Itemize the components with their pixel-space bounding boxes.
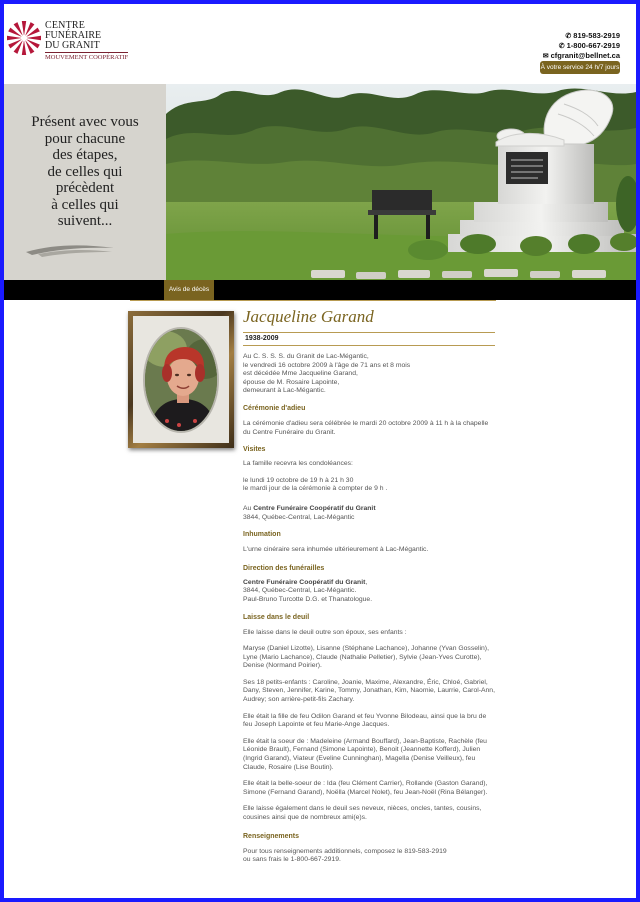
mourning-paragraph-6: Elle était la belle-soeur de : Ida (feu Clément Carrier), Rollande (Gaston Garand), Simone (Fernand Garand), Noëlla (Marcel Nolet), feu Jean-Noël (Rina Bélanger). xyxy=(243,780,488,796)
tagline-panel xyxy=(4,84,166,284)
direction-name-line xyxy=(243,579,495,588)
direction-comma: , xyxy=(365,578,368,586)
sunburst-logo-icon[interactable] xyxy=(6,20,42,56)
intro-paragraph xyxy=(243,353,495,396)
visits-place: Centre Funéraire Coopératif du Granit xyxy=(253,504,376,512)
phone-icon: ✆ xyxy=(565,33,572,40)
mourning-paragraph-4: Elle était la fille de feu Odilon Garand et feu Yvonne Bilodeau, ainsi que la bru de feu Joseph Lapointe et feu Marie-Ange Jacques. xyxy=(243,712,487,729)
portrait-frame xyxy=(128,311,234,448)
tab-avis-de-deces[interactable]: Avis de décès xyxy=(164,280,214,300)
intro-line: Au C. S. S. S. du Granit de Lac-Mégantic, xyxy=(243,353,369,360)
section-divider xyxy=(130,300,496,301)
tagline-line: à celles qui xyxy=(51,196,119,213)
mourning-paragraph-5: Elle était la soeur de : Madeleine (Armand Bouffard), Jean-Baptiste, Rachèle (feu Léonide Brault), Fernand (Simone Lapointe), Benoit (Jeannette Kofferd), Julien (Ingrid Garand), Viateur (Eveline Cunninghan), Magella (Denise Veilleux), feu Claude, Rosaire (Lise Boutin). xyxy=(243,737,487,771)
deceased-portrait xyxy=(143,327,219,433)
mourning-paragraph-1: Elle laisse dans le deuil outre son époux, ses enfants : xyxy=(243,628,407,636)
phone-row-2[interactable] xyxy=(543,41,620,51)
obituary-content xyxy=(243,306,495,865)
visits-address: 3844, Québec-Central, Lac-Mégantic xyxy=(243,513,355,521)
phone-icon: ✆ xyxy=(558,43,565,50)
phone-row-1[interactable] xyxy=(543,31,620,41)
portrait-mat xyxy=(133,316,229,443)
tagline-line: Présent avec vous xyxy=(31,114,139,130)
email-address: cfgranit@bellnet.ca xyxy=(550,51,620,60)
intro-line: le vendredi 16 octobre 2009 à l'âge de 71 ans et 8 mois xyxy=(243,361,411,369)
main-nav xyxy=(4,280,636,300)
visits-text-2: le lundi 19 octobre de 19 h à 21 h 30 xyxy=(243,476,354,484)
logo-wordmark[interactable] xyxy=(45,21,128,62)
direction-director: Paul-Bruno Turcotte D.G. et Thanatologue. xyxy=(243,595,373,603)
email-row[interactable] xyxy=(543,51,620,61)
tagline-line: précèdent xyxy=(55,180,115,196)
logo-line-2: FUNÉRAIRE xyxy=(45,30,102,41)
contact-block xyxy=(543,31,620,61)
info-heading: Renseignements xyxy=(243,832,300,840)
ceremony-heading: Cérémonie d'adieu xyxy=(243,404,306,412)
mourning-paragraph-7: Elle laisse également dans le deuil ses neveux, nièces, oncles, tantes, cousins, cousines ainsi que de nombreux ami(e)s. xyxy=(243,805,482,821)
site-header xyxy=(4,4,636,84)
tagline-text xyxy=(4,114,166,230)
envelope-icon: ✉ xyxy=(542,53,549,60)
visits-location xyxy=(243,505,495,514)
direction-heading: Direction des funérailles xyxy=(243,564,325,572)
swoosh-decoration-icon xyxy=(24,242,116,258)
visits-heading: Visites xyxy=(243,446,266,454)
mourning-paragraph-2: Maryse (Daniel Lizotte), Lisanne (Stéphane Lachance), Johanne (Yvan Gosselin), Lyne (Mario Lachance), Claude (Nathalie Pelletier), Sylvie (Jean-Yves Curotte), Denise (Normand Poirier). xyxy=(243,645,489,670)
mourning-heading: Laisse dans le deuil xyxy=(243,613,310,621)
page xyxy=(4,4,636,898)
visits-text-1: La famille recevra les condoléances: xyxy=(243,460,353,468)
intro-line: demeurant à Lac-Mégantic. xyxy=(243,387,326,395)
phone-number-1: 819-583-2919 xyxy=(573,31,620,40)
info-text-1: Pour tous renseignements additionnels, composez le 819-583-2919 xyxy=(243,847,447,855)
cemetery-angel-photo xyxy=(166,84,636,284)
logo-line-1: CENTRE xyxy=(45,20,86,31)
ceremony-text: La cérémonie d'adieu sera célébrée le mardi 20 octobre 2009 à 11 h à la chapelle du Centre Funéraire du Granit. xyxy=(243,419,489,436)
burial-text: L'urne cinéraire sera inhumée ultérieurement à Lac-Mégantic. xyxy=(243,546,429,554)
intro-line: est décédée Mme Jacqueline Garand, xyxy=(243,370,358,378)
direction-name: Centre Funéraire Coopératif du Granit xyxy=(243,578,366,586)
mourning-paragraph-3: Ses 18 petits-enfants : Caroline, Joanie, Maxime, Alexandre, Éric, Chloé, Gabriel, Dany, Steven, Jennifer, Karine, Tommy, Jonathan, Kim, Naomie, Laurrie, Carol-Ann, Audrey; son arrière-petit-fils Zachary. xyxy=(243,678,495,704)
logo-line-3: DU GRANIT xyxy=(45,40,100,51)
visits-at: Au xyxy=(243,504,252,512)
deceased-name: Jacqueline Garand xyxy=(243,307,374,326)
burial-heading: Inhumation xyxy=(243,531,281,539)
service-24-7-button[interactable]: À votre service 24 h/7 jours xyxy=(540,61,620,74)
hero-banner xyxy=(4,84,636,284)
intro-line: épouse de M. Rosaire Lapointe, xyxy=(243,378,340,386)
phone-number-2: 1-800-667-2919 xyxy=(566,41,620,50)
tagline-line: suivent... xyxy=(57,213,113,229)
portrait-image xyxy=(145,329,219,433)
logo-line-4: MOUVEMENT COOPÉRATIF xyxy=(45,54,129,61)
visits-text-3: le mardi jour de la cérémonie à compter de 9 h . xyxy=(243,485,388,493)
life-dates: 1938-2009 xyxy=(243,333,495,346)
tagline-line: de celles qui xyxy=(47,163,123,180)
tagline-line: pour chacune xyxy=(44,130,126,147)
direction-address: 3844, Québec-Central, Lac-Mégantic. xyxy=(243,587,357,595)
tagline-line: des étapes, xyxy=(52,147,118,163)
info-text-2: ou sans frais le 1-800-667-2919. xyxy=(243,856,341,864)
